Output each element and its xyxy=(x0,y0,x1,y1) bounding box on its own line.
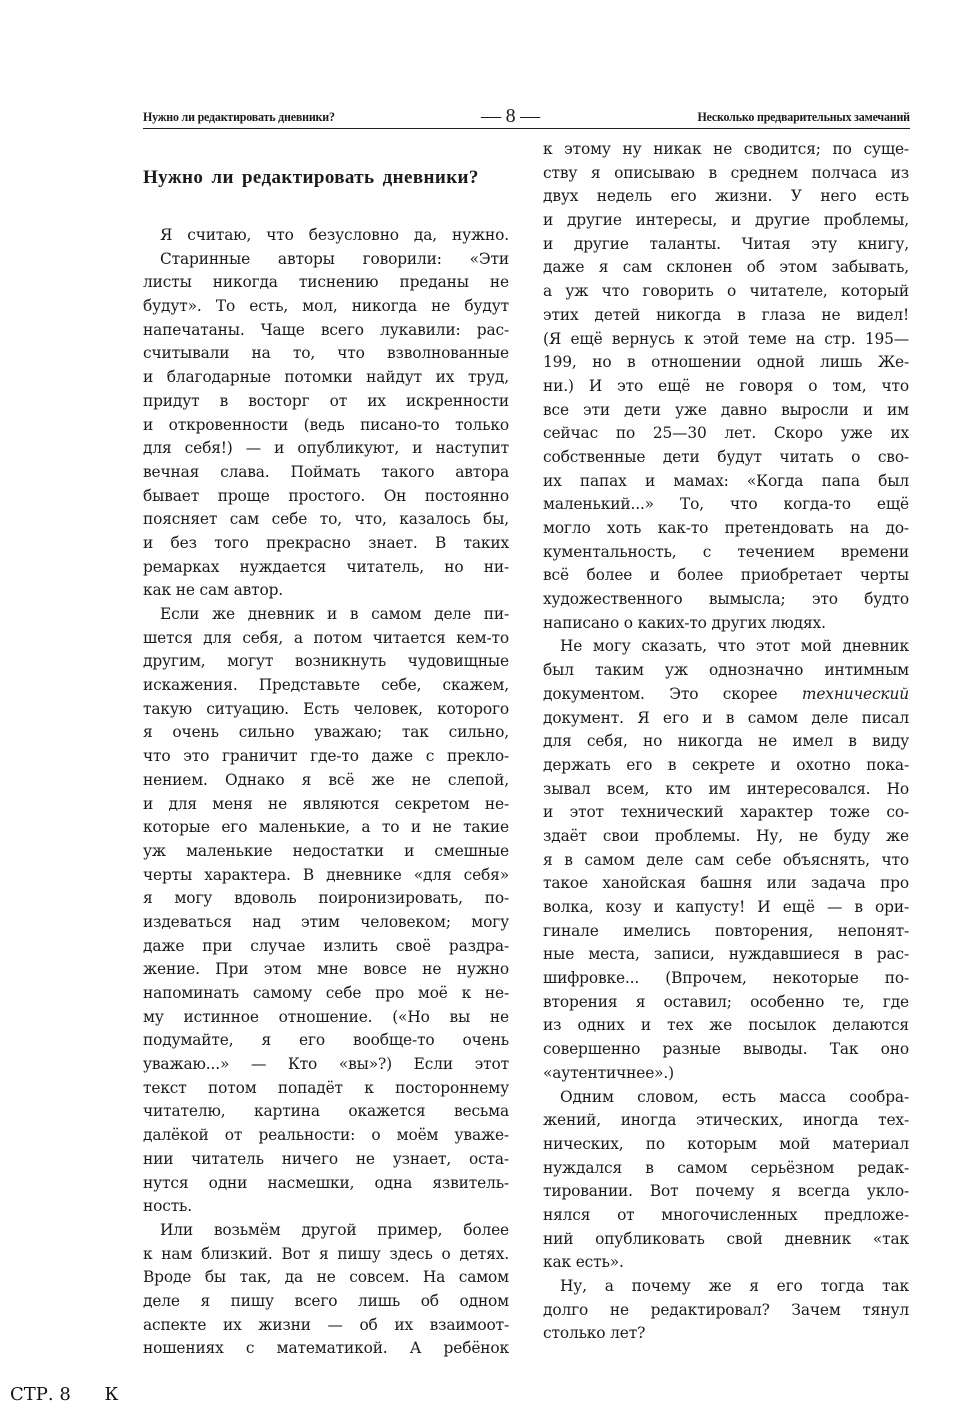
text-line-content: для себя, но никогда не имел в виду xyxy=(543,732,909,751)
text-line xyxy=(143,390,509,414)
text-line xyxy=(143,319,509,343)
text-line-content: собственные дети будут читать о сво- xyxy=(543,447,909,466)
text-line-content: Ну, а почему же я его тогда так xyxy=(560,1277,909,1295)
text-line xyxy=(143,935,509,959)
text-line xyxy=(543,612,909,636)
text-line-content: аспекте их жизни — об их взаимоот- xyxy=(143,1315,509,1334)
text-line-content: подумайте, я его вообще-то очень xyxy=(143,1031,509,1050)
text-line-content: их папах и мамах: «Когда папа был xyxy=(543,471,909,490)
text-line-content: я в самом деле сам себе объяснять, что xyxy=(543,850,909,869)
right-column-text xyxy=(543,138,909,1346)
text-line xyxy=(143,793,509,817)
text-line-content: даже я сам склонен об этом забывать, xyxy=(543,258,909,277)
text-line-content: столько лет? xyxy=(543,1324,646,1343)
text-line-content: шифровке... (Впрочем, некоторые по- xyxy=(543,969,909,988)
text-line-content: напоминать самому себе про моё к не- xyxy=(143,984,509,1002)
text-line xyxy=(543,493,909,517)
text-line xyxy=(543,351,909,375)
text-line xyxy=(543,635,909,659)
text-line-content: и этот технический характер тоже со- xyxy=(543,803,909,822)
text-line xyxy=(543,399,909,423)
text-line-content: зывал всем, кто им интересовался. Но xyxy=(543,779,909,798)
text-line xyxy=(143,745,509,769)
text-line-content: Я считаю, что безусловно да, нужно. xyxy=(160,226,509,244)
text-line-content: этих детей никогда в глаза не видел! xyxy=(543,305,909,324)
text-line-content: нялся от многочисленных предложе- xyxy=(543,1205,909,1224)
text-line-content: Если же дневник и в самом деле пи- xyxy=(160,605,509,623)
text-line-content: как есть». xyxy=(543,1253,624,1272)
section-heading: Нужно ли редактировать дневники? xyxy=(143,167,479,188)
text-line xyxy=(543,1133,909,1157)
text-line xyxy=(543,683,909,707)
text-line-content: вторения я оставил; особенно те, где xyxy=(543,992,909,1011)
text-line xyxy=(143,958,509,982)
text-line-content: текст потом попадёт к постороннему xyxy=(143,1078,509,1097)
text-line xyxy=(143,461,509,485)
text-line xyxy=(543,825,909,849)
text-line-content: долго не редактировал? Зачем тянул xyxy=(543,1300,909,1319)
text-line-content: и без того прекрасно знает. В таких xyxy=(143,533,509,552)
text-line xyxy=(143,769,509,793)
text-line-content: для себя!) — и опубликуют, и наступит xyxy=(143,439,509,458)
text-line-content: «аутентичнее».) xyxy=(543,1063,675,1082)
text-line xyxy=(143,887,509,911)
text-line xyxy=(143,579,509,603)
page-footer xyxy=(10,1384,118,1405)
text-line xyxy=(543,849,909,873)
footer-page-label: СТР. 8 xyxy=(10,1384,71,1405)
text-line-content: здаёт свои проблемы. Ну, не буду же xyxy=(543,826,909,845)
text-line xyxy=(143,721,509,745)
text-line-content: и благодарные потомки найдут их труд, xyxy=(143,368,509,387)
text-line xyxy=(543,588,909,612)
text-line xyxy=(143,1290,509,1314)
text-line-content: все эти дети уже давно выросли и им xyxy=(543,400,909,419)
text-line xyxy=(543,328,909,352)
text-line-content: такое ханойская башня или задача про xyxy=(543,874,909,893)
text-line xyxy=(543,872,909,896)
text-line xyxy=(543,185,909,209)
text-line xyxy=(543,280,909,304)
text-line xyxy=(543,1014,909,1038)
text-line-content: считывали на то, что взволнованные xyxy=(143,344,509,363)
text-line xyxy=(543,209,909,233)
text-line-content: документом. Это скорее xyxy=(543,684,802,703)
text-line-content: всё более и более приобретает черты xyxy=(543,566,909,585)
text-line-content: искажения. Представьте себе, скажем, xyxy=(143,676,509,695)
text-line xyxy=(543,1086,909,1110)
text-line-content: Или возьмём другой пример, более xyxy=(160,1220,509,1239)
text-line-content: вечная слава. Поймать такого автора xyxy=(143,462,509,481)
text-line xyxy=(143,1195,509,1219)
text-line-content: к нам близкий. Вот я пишу здесь о детях. xyxy=(143,1244,509,1263)
text-line-content: далёкой от реальности: о моём уваже- xyxy=(143,1126,509,1145)
right-column xyxy=(543,140,909,1346)
text-line xyxy=(143,698,509,722)
text-line xyxy=(143,1337,509,1361)
text-line xyxy=(143,508,509,532)
text-line-content: и другие таланты. Читая эту книгу, xyxy=(543,234,909,253)
text-line xyxy=(143,1314,509,1338)
text-line-content: ству я описываю в среднем полчаса из xyxy=(543,163,909,182)
running-head-section-title: Несколько предварительных замечаний xyxy=(697,109,910,124)
text-line xyxy=(543,233,909,257)
text-line-content: и откровенности (ведь писано-то только xyxy=(143,415,509,434)
text-line xyxy=(543,1251,909,1275)
emphasized-word: технический xyxy=(801,684,909,703)
text-line xyxy=(143,603,509,627)
text-line xyxy=(543,1322,909,1346)
text-line-content: нуждался в самом серьёзном редак- xyxy=(543,1158,909,1177)
text-line xyxy=(143,1266,509,1290)
text-line-content: гинале имелись повторения, непонят- xyxy=(543,921,909,940)
text-line-content: и для меня не являются секретом не- xyxy=(143,794,509,813)
text-line-content: нии читатель ничего не узнает, оста- xyxy=(143,1149,509,1168)
text-line-content: сейчас по 25—30 лет. Скоро уже их xyxy=(543,424,909,443)
text-line xyxy=(543,896,909,920)
text-line-content: ность. xyxy=(143,1197,193,1216)
text-line-content: маленький...» То, что когда-то ещё xyxy=(543,495,909,514)
text-line xyxy=(143,224,509,248)
text-line xyxy=(143,437,509,461)
text-line xyxy=(143,556,509,580)
text-line-content: ношениях с математикой. А ребёнок xyxy=(143,1339,509,1358)
text-line xyxy=(543,1157,909,1181)
text-line xyxy=(143,1124,509,1148)
text-line-content: Одним словом, есть масса сообра- xyxy=(560,1087,909,1106)
text-line xyxy=(543,943,909,967)
text-line xyxy=(543,541,909,565)
text-line xyxy=(543,920,909,944)
text-line xyxy=(543,1109,909,1133)
text-line xyxy=(143,627,509,651)
text-line-content: уж маленькие недостатки и смешные xyxy=(143,841,509,860)
text-line xyxy=(543,138,909,162)
text-line xyxy=(143,485,509,509)
text-line xyxy=(143,1029,509,1053)
text-line-content: ни.) И это ещё не говоря о том, что xyxy=(543,376,909,395)
text-line-content: ремарках нуждается читатель, но ни- xyxy=(143,557,509,576)
text-line-content: нических, по которым мой материал xyxy=(543,1134,909,1153)
text-line-content: я могу вдоволь поиронизировать, по- xyxy=(143,889,509,908)
text-line-content: которые его маленькие, а то и не такие xyxy=(143,818,509,837)
text-line xyxy=(543,778,909,802)
text-line-content: я очень сильно уважаю; так сильно, xyxy=(143,723,509,742)
text-line-content: даже при случае излить своё раздра- xyxy=(143,936,509,955)
text-line-content: ний опубликовать свой дневник «так xyxy=(543,1229,909,1248)
text-line-content: издеваться над этим человеком; могу xyxy=(143,912,509,931)
text-line xyxy=(143,1148,509,1172)
text-line-content: держать его в секрете и охотно пока- xyxy=(543,755,909,774)
text-line-content: что это граничит где-то даже с прекло- xyxy=(143,747,509,766)
text-line xyxy=(143,864,509,888)
text-line-content: (Я ещё вернусь к этой теме на стр. 195— xyxy=(543,329,909,348)
text-line-content: Не могу сказать, что этот мой дневник xyxy=(560,637,909,656)
text-line xyxy=(143,532,509,556)
text-line-content: как не сам автор. xyxy=(143,581,284,600)
text-line xyxy=(543,1299,909,1323)
text-line xyxy=(543,162,909,186)
text-line xyxy=(543,1228,909,1252)
text-line xyxy=(543,517,909,541)
text-line xyxy=(143,366,509,390)
running-head xyxy=(143,106,910,129)
text-line xyxy=(143,414,509,438)
text-line-content: Вроде бы так, да не совсем. На самом xyxy=(143,1268,509,1287)
text-line-content: художественного вымысла; это будто xyxy=(543,590,909,609)
text-line-content: и другие интересы, и другие проблемы, xyxy=(543,211,909,230)
text-line xyxy=(543,470,909,494)
text-line-content: поясняет сам себе то, что, казалось бы, xyxy=(143,510,509,529)
text-line-content: нением. Однако я всё же не слепой, xyxy=(143,770,509,789)
text-line-content: уважаю...» — Кто «вы»?) Если этот xyxy=(143,1055,509,1074)
text-line xyxy=(543,1062,909,1086)
text-line-content: совершенно разные выводы. Так оно xyxy=(543,1040,909,1059)
text-line xyxy=(543,1275,909,1299)
text-line xyxy=(543,422,909,446)
text-line xyxy=(543,1180,909,1204)
text-line-content: кументальность, с течением времени xyxy=(543,542,909,561)
text-line xyxy=(543,730,909,754)
text-line xyxy=(143,271,509,295)
text-line xyxy=(143,342,509,366)
text-line xyxy=(543,754,909,778)
text-line-content: документ. Я его и в самом деле писал xyxy=(543,708,909,727)
text-line xyxy=(143,1077,509,1101)
text-line xyxy=(543,446,909,470)
text-line-content: читателю, картина окажется весьма xyxy=(143,1102,509,1121)
text-line-content: тировании. Вот почему я всегда укло- xyxy=(543,1182,909,1201)
text-line-content: двух недель его жизни. У него есть xyxy=(543,187,909,206)
text-line-content: к этому ну никак не сводится; по суще- xyxy=(543,140,909,158)
text-line-content: ные места, записи, нуждавшиеся в рас- xyxy=(543,945,909,964)
text-line xyxy=(143,1053,509,1077)
text-line xyxy=(543,564,909,588)
text-line-content: а уж что говорить о читателе, который xyxy=(543,282,909,301)
text-line xyxy=(143,1100,509,1124)
text-line xyxy=(543,967,909,991)
text-line-content: нутся одни насмешки, одна язвитель- xyxy=(143,1173,509,1192)
text-line-content: был таким уж однозначно интимным xyxy=(543,661,909,680)
text-line-content: жений, иногда этических, иногда тех- xyxy=(543,1111,909,1130)
running-head-page-number: — 8 — xyxy=(480,105,540,127)
text-line-content: написано о каких-то других людях. xyxy=(543,613,826,632)
text-line xyxy=(543,801,909,825)
text-line xyxy=(543,375,909,399)
text-line xyxy=(143,1006,509,1030)
text-line-content: бывает проще простого. Он постоянно xyxy=(143,486,509,505)
text-line-content: будут». То есть, мол, никогда не будут xyxy=(143,297,509,316)
text-line xyxy=(543,256,909,280)
text-line xyxy=(143,840,509,864)
text-line xyxy=(543,707,909,731)
text-line xyxy=(143,295,509,319)
text-line xyxy=(143,1219,509,1243)
text-line xyxy=(143,982,509,1006)
text-line xyxy=(543,659,909,683)
text-line xyxy=(143,248,509,272)
text-line-content: жение. При этом мне вовсе не нужно xyxy=(143,960,509,979)
text-line xyxy=(143,1172,509,1196)
text-line-content: могло хоть как-то претендовать на до- xyxy=(543,519,909,537)
text-line-content: му истинное отношение. («Но вы не xyxy=(143,1007,509,1026)
text-line-content: напечатаны. Чаще всего лукавили: рас- xyxy=(143,320,509,339)
text-line-content: листы никогда тиснению преданы не xyxy=(143,273,509,292)
text-line xyxy=(143,1243,509,1267)
text-line xyxy=(543,304,909,328)
text-line-content: черты характера. В дневнике «для себя» xyxy=(143,865,509,884)
text-line-content: Старинные авторы говорили: «Эти xyxy=(160,249,509,268)
text-line xyxy=(543,1038,909,1062)
text-line xyxy=(543,1204,909,1228)
text-line xyxy=(543,991,909,1015)
text-line xyxy=(143,816,509,840)
text-line-content: 199, но в отношении одной лишь Же- xyxy=(543,353,909,372)
text-line-content: деле я пишу всего лишь об одном xyxy=(143,1291,509,1310)
running-head-chapter-title: Нужно ли редактировать дневники? xyxy=(143,109,335,124)
text-line-content: придут в восторг от их искренности xyxy=(143,391,509,410)
text-line xyxy=(143,650,509,674)
left-column xyxy=(143,140,509,1361)
text-line xyxy=(143,911,509,935)
left-column-text xyxy=(143,224,509,1361)
text-line-content: шется для себя, а потом читается кем-то xyxy=(143,628,509,647)
footer-code: К xyxy=(104,1384,119,1405)
text-line-content: из одних и тех же посылок делаются xyxy=(543,1016,909,1035)
text-line-content: такую ситуацию. Есть человек, которого xyxy=(143,699,509,718)
text-line-content: волка, козу и капусту! И ещё — в ори- xyxy=(543,898,909,916)
text-line-content: другим, могут возникнуть чудовищные xyxy=(143,652,509,671)
text-line xyxy=(143,674,509,698)
